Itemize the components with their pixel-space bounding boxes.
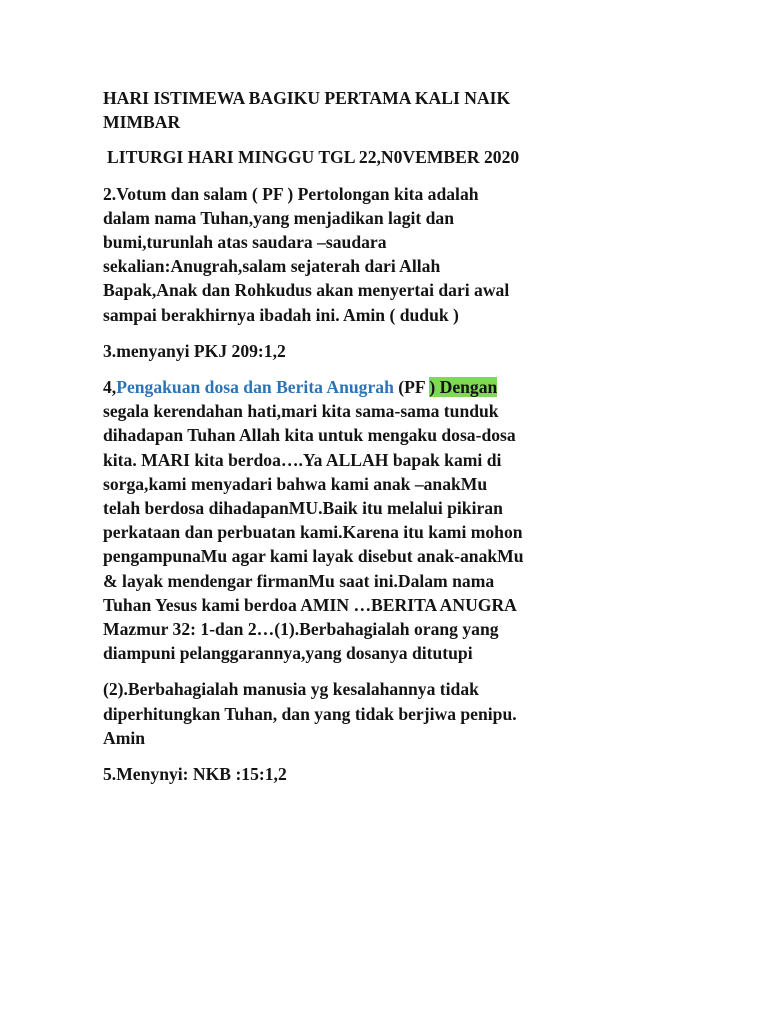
votum-line: sekalian:Anugrah,salam sejaterah dari Allah <box>103 256 441 277</box>
pengakuan-line: segala kerendahan hati,mari kita sama-sama tunduk <box>103 401 499 422</box>
pengakuan-line: pengampunaMu agar kami layak disebut anak-anakMu <box>103 546 524 567</box>
votum-line: Bapak,Anak dan Rohkudus akan menyertai dari awal <box>103 280 510 301</box>
pengakuan-first-line <box>103 375 603 399</box>
votum-paragraph <box>103 182 603 327</box>
title-line-2: MIMBAR <box>103 112 181 133</box>
title-line-1: HARI ISTIMEWA BAGIKU PERTAMA KALI NAIK <box>103 88 511 108</box>
pengakuan-pf: (PF <box>393 377 430 398</box>
mazmur-line: diperhitungkan Tuhan, dan yang tidak berjiwa penipu. <box>103 703 517 724</box>
mazmur-line: (2).Berbahagialah manusia yg kesalahannya tidak <box>103 679 479 700</box>
pengakuan-line: dihadapan Tuhan Allah kita untuk mengaku dosa-dosa <box>103 425 516 446</box>
liturgi-heading <box>103 145 603 169</box>
votum-line: 2.Votum dan salam ( PF ) Pertolongan kita adalah <box>103 183 479 204</box>
document-title <box>103 86 603 134</box>
menynyi-line: 5.Menynyi: NKB :15:1,2 <box>103 764 287 785</box>
menyanyi-paragraph <box>103 339 603 363</box>
pengakuan-line: Mazmur 32: 1-dan 2…(1).Berbahagialah orang yang <box>103 619 499 640</box>
menyanyi-line: 3.menyanyi PKJ 209:1,2 <box>103 340 286 361</box>
mazmur-line: Amin <box>103 727 146 748</box>
pengakuan-line: & layak mendengar firmanMu saat ini.Dalam nama <box>103 570 495 591</box>
votum-line: dalam nama Tuhan,yang menjadikan lagit dan <box>103 207 455 228</box>
pengakuan-line: kita. MARI kita berdoa….Ya ALLAH bapak kami di <box>103 449 502 470</box>
pengakuan-link[interactable]: Pengakuan dosa dan Berita Anugrah <box>116 377 394 398</box>
pengakuan-number: 4, <box>103 377 117 398</box>
pengakuan-line: telah berdosa dihadapanMU.Baik itu melalui pikiran <box>103 498 503 519</box>
document-page <box>103 86 603 786</box>
pengakuan-line: sorga,kami menyadari bahwa kami anak –anakMu <box>103 473 488 494</box>
mazmur-paragraph <box>103 677 603 750</box>
votum-line: sampai berakhirnya ibadah ini. Amin ( duduk ) <box>103 304 459 325</box>
votum-line: bumi,turunlah atas saudara –saudara <box>103 232 387 253</box>
pengakuan-line: Tuhan Yesus kami berdoa AMIN …BERITA ANUGRA <box>103 594 517 615</box>
liturgi-line: LITURGI HARI MINGGU TGL 22,N0VEMBER 2020 <box>107 147 520 168</box>
pengakuan-line: perkataan dan perbuatan kami.Karena itu kami mohon <box>103 522 523 543</box>
menynyi-paragraph <box>103 762 603 786</box>
pengakuan-highlight: ) Dengan <box>429 377 498 398</box>
pengakuan-paragraph <box>103 375 603 665</box>
pengakuan-line: diampuni pelanggarannya,yang dosanya ditutupi <box>103 643 473 664</box>
